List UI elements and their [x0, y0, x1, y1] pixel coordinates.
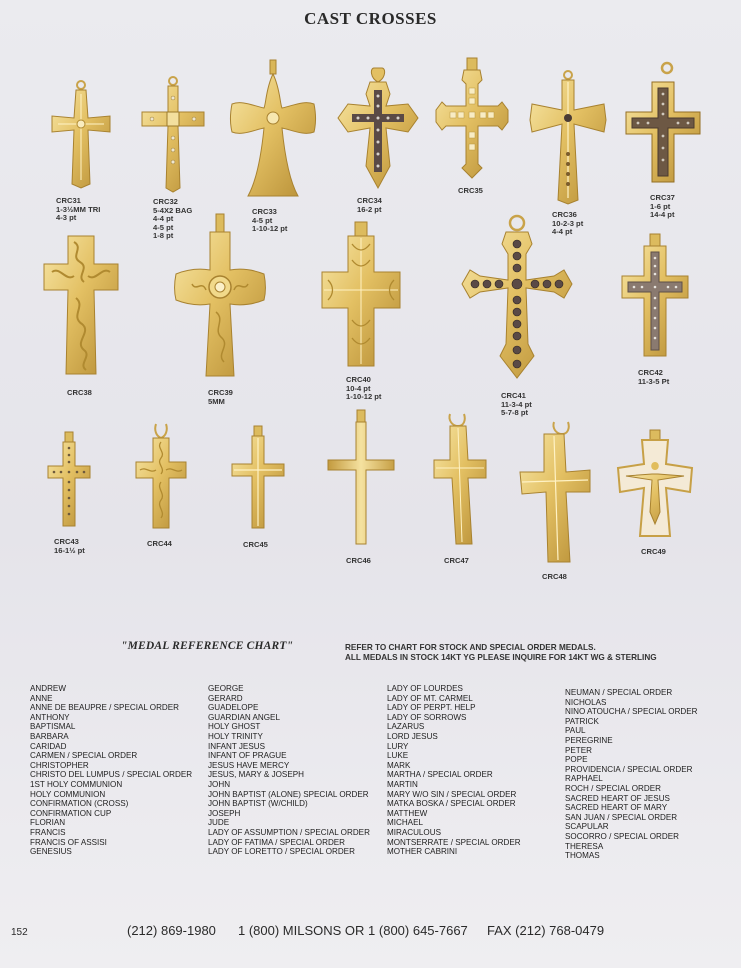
cross-crc31-image [48, 80, 114, 190]
cross-crc44-image [134, 422, 188, 532]
medal-name: JOHN [208, 779, 231, 789]
cross-crc42-image [620, 232, 690, 360]
medal-name: NICHOLAS [565, 697, 607, 707]
medal-name: SACRED HEART OF MARY [565, 803, 668, 813]
medal-name: BARBARA [30, 731, 69, 741]
product-detail: 1-6 pt [650, 201, 671, 211]
product-detail: 4-5 pt [252, 215, 273, 225]
product-detail: 4-4 pt [153, 214, 174, 224]
product-detail: 10-2-3 pt [552, 218, 584, 228]
medal-name: INFANT OF PRAGUE [208, 751, 287, 761]
medal-name: MATTHEW [387, 808, 428, 818]
product-label-crc47 [444, 557, 469, 566]
medal-name: 1ST HOLY COMMUNION [30, 779, 123, 789]
product-detail: 16-1½ pt [54, 545, 85, 555]
medal-name: BAPTISMAL [30, 722, 76, 732]
product-label-crc43 [54, 538, 85, 555]
medal-name: INFANT JESUS [208, 741, 265, 751]
medal-name: THOMAS [565, 851, 600, 861]
product-code: CRC31 [56, 196, 81, 205]
cross-crc48-image [518, 420, 592, 566]
medal-name: RAPHAEL [565, 774, 603, 784]
product-detail: 5-4X2 BAG [153, 205, 193, 215]
medal-name: MONTSERRATE / SPECIAL ORDER [387, 837, 521, 847]
medal-name: MATKA BOSKA / SPECIAL ORDER [387, 799, 516, 809]
product-label-crc48 [542, 573, 567, 582]
medal-list-column-3 [387, 684, 521, 857]
cross-crc39-image [172, 212, 268, 382]
medal-chart-title: "MEDAL REFERENCE CHART" [121, 640, 294, 652]
product-detail: 14-4 pt [650, 210, 675, 220]
product-code: CRC36 [552, 210, 577, 219]
medal-name: SOCORRO / SPECIAL ORDER [565, 831, 679, 841]
product-code: CRC43 [54, 537, 79, 546]
product-detail: 1-10-12 pt [252, 224, 288, 234]
medal-list-column-1 [30, 684, 192, 857]
cross-crc34-image [336, 66, 420, 192]
product-code: CRC33 [252, 207, 277, 216]
phone-number: (212) 869-1980 [127, 923, 216, 938]
product-detail: 11-3-4 pt [501, 399, 532, 409]
product-detail: 4-4 pt [552, 227, 573, 237]
medal-name: GUARDIAN ANGEL [208, 712, 280, 722]
medal-name: SACRED HEART OF JESUS [565, 793, 670, 803]
product-code: CRC34 [357, 196, 382, 205]
medal-name: MARTIN [387, 779, 418, 789]
medal-name: LURY [387, 741, 409, 751]
product-label-crc31 [56, 197, 100, 223]
medal-name: CARIDAD [30, 741, 67, 751]
product-detail: 16-2 pt [357, 204, 382, 214]
medal-name: LAZARUS [387, 722, 425, 732]
product-label-crc35 [458, 187, 483, 196]
medal-name: HOLY GHOST [208, 722, 261, 732]
medal-name: MARY W/O SIN / SPECIAL ORDER [387, 789, 517, 799]
medal-name: JOHN BAPTIST (ALONE) SPECIAL ORDER [208, 789, 369, 799]
medal-name: LADY OF FATIMA / SPECIAL ORDER [208, 837, 346, 847]
cross-crc32-image [136, 76, 210, 194]
product-label-crc44 [147, 540, 172, 549]
medal-name: PATRICK [565, 716, 599, 726]
cross-crc45-image [230, 424, 286, 532]
medal-name: JESUS, MARY & JOSEPH [208, 770, 304, 780]
product-detail: 1-8 pt [153, 231, 174, 241]
cross-crc43-image [44, 430, 94, 530]
medal-name: CONFIRMATION (CROSS) [30, 799, 129, 809]
medal-name: GERARD [208, 693, 243, 703]
medal-name: CHRISTO DEL LUMPUS / SPECIAL ORDER [30, 770, 193, 780]
medal-name: JESUS HAVE MERCY [208, 760, 290, 770]
medal-name: SCAPULAR [565, 822, 609, 832]
product-detail: 4-3 pt [56, 213, 77, 223]
cross-crc49-image [614, 428, 696, 540]
medal-chart-note [345, 643, 657, 663]
product-detail: 11-3-5 Pt [638, 376, 670, 386]
medal-name: GENESIUS [30, 847, 72, 857]
product-code: CRC37 [650, 193, 675, 202]
page-number: 152 [11, 927, 28, 938]
product-code: CRC42 [638, 368, 663, 377]
product-label-crc37 [650, 194, 675, 220]
medal-chart-note-line: ALL MEDALS IN STOCK 14KT YG PLEASE INQUIRE FOR 14KT WG & STERLING [345, 653, 657, 662]
product-code: CRC46 [346, 556, 371, 565]
medal-name: LUKE [387, 751, 409, 761]
medal-name: NEUMAN / SPECIAL ORDER [565, 688, 673, 697]
product-code: CRC39 [208, 388, 233, 397]
medal-name: CHRISTOPHER [30, 760, 89, 770]
product-detail: 1-10-12 pt [346, 392, 382, 402]
product-label-crc40 [346, 376, 381, 402]
medal-name: LADY OF LORETTO / SPECIAL ORDER [208, 847, 355, 857]
medal-name: THERESA [565, 841, 604, 851]
product-code: CRC38 [67, 388, 92, 397]
medal-name: FRANCIS OF ASSISI [30, 837, 107, 847]
medal-chart-note-line: REFER TO CHART FOR STOCK AND SPECIAL ORDER MEDALS. [345, 643, 596, 652]
product-detail: 4-5 pt [153, 222, 174, 232]
medal-name: MOTHER CABRINI [387, 847, 458, 857]
medal-name: PAUL [565, 726, 586, 736]
medal-name: LORD JESUS [387, 731, 438, 741]
medal-name: ANTHONY [30, 712, 70, 722]
medal-name: LADY OF LOURDES [387, 684, 463, 693]
medal-name: GEORGE [208, 684, 244, 693]
medal-name: LADY OF PERPT. HELP [387, 703, 476, 713]
medal-name: PEREGRINE [565, 735, 613, 745]
medal-name: ANDREW [30, 684, 66, 693]
cross-crc33-image [228, 58, 318, 202]
medal-name: ANNE DE BEAUPRE / SPECIAL ORDER [30, 703, 180, 713]
medal-list-column-2 [208, 684, 370, 857]
medal-name: PROVIDENCIA / SPECIAL ORDER [565, 764, 693, 774]
product-label-crc49 [641, 548, 666, 557]
cross-crc47-image [432, 412, 488, 548]
cross-crc41-image [458, 214, 576, 382]
product-detail: 5-7-8 pt [501, 408, 529, 418]
medal-name: MARTHA / SPECIAL ORDER [387, 770, 493, 780]
medal-name: LADY OF MT. CARMEL [387, 693, 473, 703]
medal-name: PETER [565, 745, 592, 755]
medal-name: MIRACULOUS [387, 827, 441, 837]
medal-name: GUADELOPE [208, 703, 259, 713]
product-label-crc38 [67, 389, 92, 398]
medal-name: JUDE [208, 818, 230, 828]
medal-name: HOLY COMMUNION [30, 789, 106, 799]
product-label-crc41 [501, 392, 532, 418]
medal-name: MICHAEL [387, 818, 423, 828]
medal-name: SAN JUAN / SPECIAL ORDER [565, 812, 678, 822]
fax-number: FAX (212) 768-0479 [487, 923, 605, 938]
medal-name: JOHN BAPTIST (W/CHILD) [208, 799, 308, 809]
medal-name: FRANCIS [30, 827, 66, 837]
product-label-crc34 [357, 197, 382, 214]
medal-name: JOSEPH [208, 808, 241, 818]
medal-name: LADY OF ASSUMPTION / SPECIAL ORDER [208, 827, 370, 837]
medal-name: FLORIAN [30, 818, 66, 828]
product-code: CRC47 [444, 556, 469, 565]
medal-name: CONFIRMATION CUP [30, 808, 112, 818]
product-label-crc39 [208, 389, 233, 406]
product-detail: 10-4 pt [346, 383, 371, 393]
medal-name: CARMEN / SPECIAL ORDER [30, 751, 138, 761]
medal-name: NINO ATOUCHA / SPECIAL ORDER [565, 707, 698, 717]
product-detail: 5MM [208, 396, 225, 406]
cross-crc36-image [526, 70, 610, 206]
cross-crc35-image [434, 56, 510, 180]
cross-crc37-image [622, 60, 704, 190]
product-code: CRC44 [147, 539, 172, 548]
product-detail: 1-3½MM TRI [56, 204, 101, 214]
page-title: CAST CROSSES [304, 9, 437, 28]
product-code: CRC41 [501, 391, 526, 400]
product-code: CRC45 [243, 540, 268, 549]
medal-name: LADY OF SORROWS [387, 712, 467, 722]
medal-name: ROCH / SPECIAL ORDER [565, 783, 661, 793]
toll-free-number: 1 (800) MILSONS OR 1 (800) 645-7667 [238, 923, 468, 938]
product-code: CRC35 [458, 186, 483, 195]
product-code: CRC40 [346, 375, 371, 384]
product-code: CRC48 [542, 572, 567, 581]
medal-name: HOLY TRINITY [208, 731, 263, 741]
cross-crc40-image [320, 220, 402, 370]
medal-list-column-4 [565, 688, 698, 861]
medal-name: ANNE [30, 693, 53, 703]
medal-name: POPE [565, 755, 588, 765]
cross-crc46-image [326, 408, 396, 548]
medal-name: MARK [387, 760, 411, 770]
product-code: CRC49 [641, 547, 666, 556]
product-label-crc42 [638, 369, 669, 386]
product-label-crc45 [243, 541, 268, 550]
product-code: CRC32 [153, 197, 178, 206]
product-label-crc46 [346, 557, 371, 566]
cross-crc38-image [40, 232, 122, 380]
